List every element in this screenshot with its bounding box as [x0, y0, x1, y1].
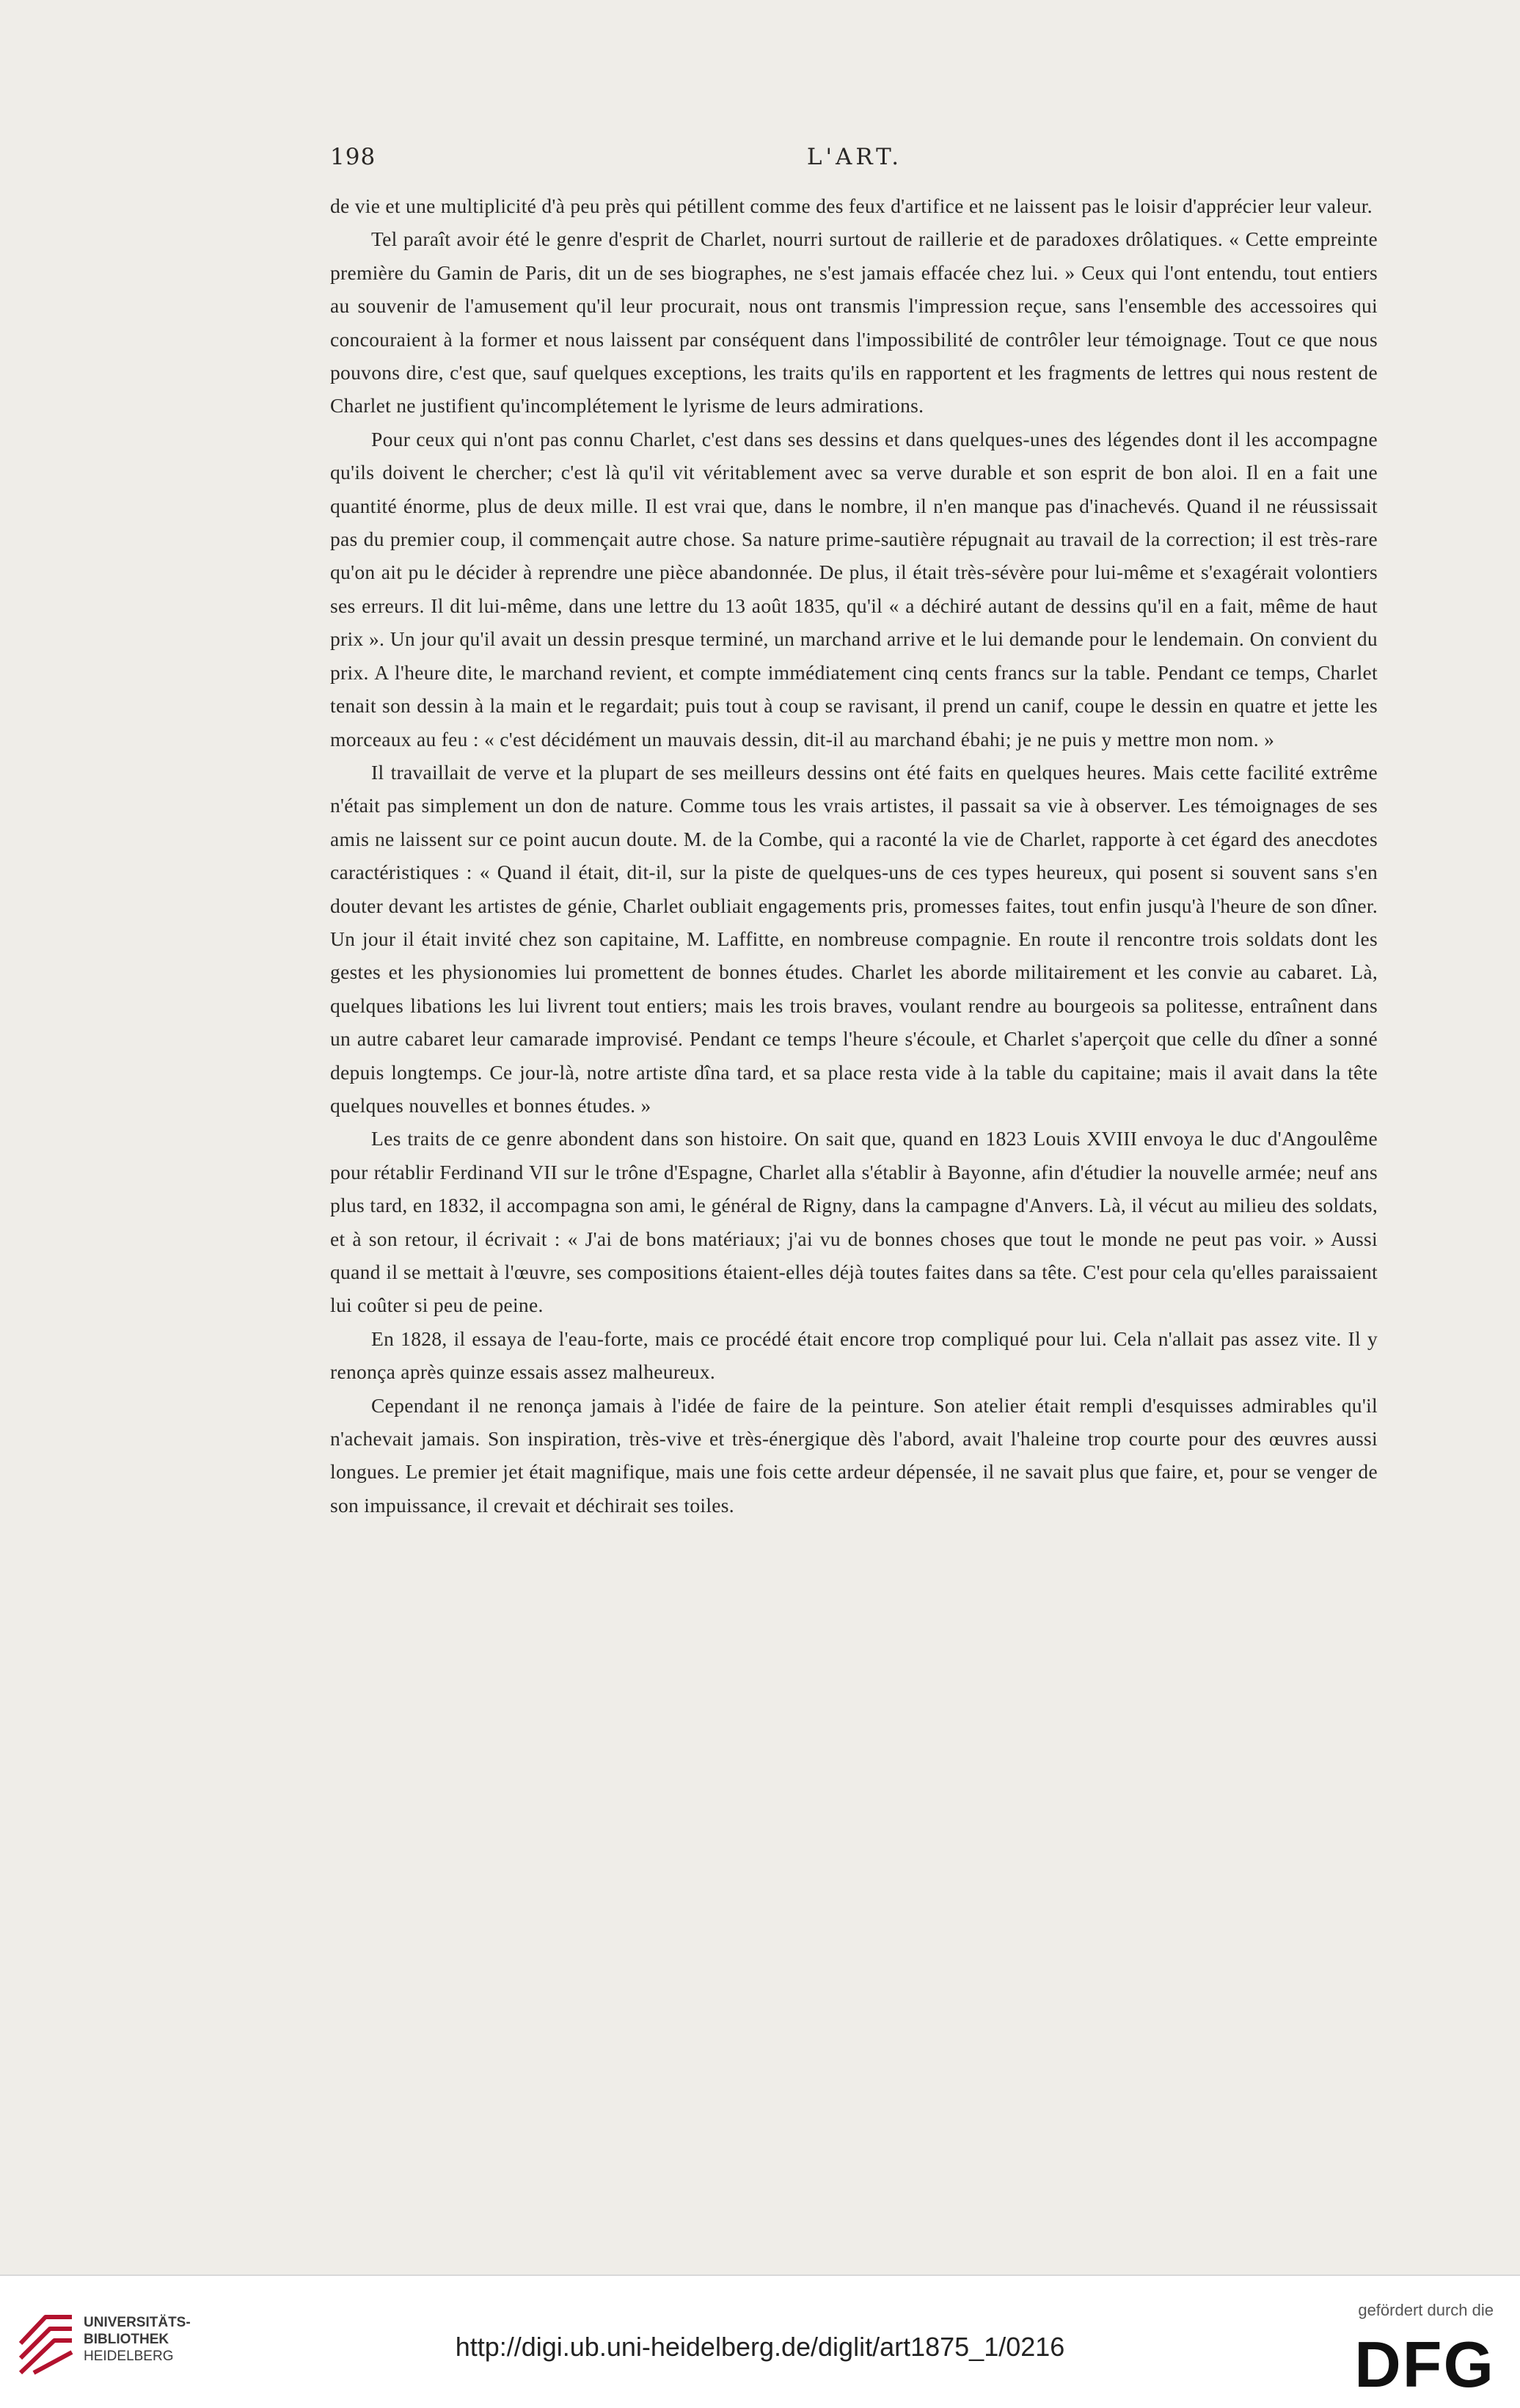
page-number: 198 — [330, 144, 376, 170]
dfg-logo: DFG — [1354, 2328, 1495, 2401]
paragraph: Les traits de ce genre abondent dans son histoire. On sait que, quand en 1823 Louis XVIII envoya le duc d'Angoulême pour rétablir Ferdinand VII sur le trône d'Espagne, Charlet alla s'établir à Bayonne, afin d'étudier la nouvelle armée; neuf ans plus tard, en 1832, il accompagna son ami, le général de Rigny, dans la campagne d'Anvers. Là, il vécut au milieu des soldats, et à son retour, il écrivait : « J'ai de bons matériaux; j'ai vu de bonnes choses que tout le monde ne peut pas voir. » Aussi quand il se mettait à l'œuvre, ses compositions étaient-elles déjà toutes faites dans sa tête. C'est pour cela qu'elles paraissaient lui coûter si peu de peine. — [330, 1127, 1378, 1317]
paragraph: En 1828, il essaya de l'eau-forte, mais ce procédé était encore trop compliqué pour lui. Cela n'allait pas assez vite. Il y renonça après quinze essais assez malheureux. — [330, 1327, 1378, 1384]
article-body — [330, 189, 1378, 1522]
running-head — [330, 144, 1379, 180]
paragraph: Cependant il ne renonça jamais à l'idée de faire de la peinture. Son atelier était rempli d'esquisses admirables qu'il n'achevait jamais. Son inspiration, très-vive et très-énergique dès l'abord, avait l'haleine trop courte pour des œuvres aussi longues. Le premier jet était magnifique, mais une fois cette ardeur dépensée, il ne savait plus que faire, et, pour se venger de son impuissance, il crevait et déchirait ses toiles. — [330, 1393, 1378, 1517]
funded-by-label: gefördert durch die — [1358, 2301, 1494, 2319]
library-name-line: BIBLIOTHEK — [84, 2332, 169, 2347]
paragraph: de vie et une multiplicité d'à peu près qui pétillent comme des feux d'artifice et ne laissent pas le loisir d'apprécier leur valeur. — [330, 194, 1373, 217]
permalink-url[interactable]: http://digi.ub.uni-heidelberg.de/diglit/art1875_1/0216 — [455, 2332, 1065, 2362]
library-name-line: HEIDELBERG — [84, 2349, 174, 2364]
digitization-footer — [0, 2274, 1520, 2408]
library-name-line: UNIVERSITÄTS- — [84, 2315, 191, 2330]
paragraph: Tel paraît avoir été le genre d'esprit de Charlet, nourri surtout de raillerie et de paradoxes drôlatiques. « Cette empreinte première du Gamin de Paris, dit un de ses biographes, ne s'est jamais effacée chez lui. » Ceux qui l'ont entendu, tout entiers au souvenir de l'amusement qu'il leur procurait, nous ont transmis l'impression reçue, sans l'ensemble des accessoires qui concouraient à la former et nous laissent par conséquent dans l'impossibilité de contrôler leur témoignage. Tout ce que nous pouvons dire, c'est que, sauf quelques exceptions, les traits qu'ils en rapportent et les fragments de lettres qui nous restent de Charlet ne justifient qu'incomplétement le lyrisme de leurs admirations. — [330, 227, 1378, 417]
journal-title: L'ART. — [806, 144, 903, 170]
paragraph: Il travaillait de verve et la plupart de ses meilleurs dessins ont été faits en quelques heures. Mais cette facilité extrême n'était pas simplement un don de nature. Comme tous les vrais artistes, il passait sa vie à observer. Les témoignages de ses amis ne laissent sur ce point aucun doute. M. de la Combe, qui a raconté la vie de Charlet, rapporte à cet égard des anecdotes caractéristiques : « Quand il était, dit-il, sur la piste de quelques-uns de ces types heureux, qui posent si souvent sans s'en douter devant les artistes de génie, Charlet oubliait engagements pris, promesses faites, tout enfin jusqu'à l'heure de son dîner. Un jour il était invité chez son capitaine, M. Laffitte, en nombreuse compagnie. En route il rencontre trois soldats dont les gestes et les physionomies lui promettent de bonnes études. Charlet les aborde militairement et les convie au cabaret. Là, quelques libations les lui livrent tout entiers; mais les trois braves, voulant rendre au bourgeois sa politesse, entraînent dans un autre cabaret leur camarade improvisé. Pendant ce temps l'heure s'écoule, et Charlet s'aperçoit que celle du dîner a sonné depuis longtemps. Ce jour-là, notre artiste dîna tard, et sa place resta vide à la table du capitaine; mais il avait dans la tête quelques nouvelles et bonnes études. » — [330, 760, 1378, 1117]
paragraph: Pour ceux qui n'ont pas connu Charlet, c'est dans ses dessins et dans quelques-unes des légendes dont il les accompagne qu'ils doivent le chercher; c'est là qu'il vit véritablement avec sa verve durable et son esprit de bon aloi. Il en a fait une quantité énorme, plus de deux mille. Il est vrai que, dans le nombre, il n'en manque pas d'inachevés. Quand il ne réussissait pas du premier coup, il commençait autre chose. Sa nature prime-sautière répugnait au travail de la correction; il est très-rare qu'on ait pu le décider à reprendre une pièce abandonnée. De plus, il était très-sévère pour lui-même et s'exagérait volontiers ses erreurs. Il dit lui-même, dans une lettre du 13 août 1835, qu'il « a déchiré autant de dessins qu'il en a fait, même de haut prix ». Un jour qu'il avait un dessin presque terminé, un marchand arrive et le lui demande pour le lendemain. On convient du prix. A l'heure dite, le marchand revient, et compte immédiatement cinq cents francs sur la table. Pendant ce temps, Charlet tenait son dessin à la main et le regardait; puis tout à coup se ravisant, il prend un canif, coupe le dessin en quatre et jette les morceaux au feu : « c'est décidément un mauvais dessin, dit-il au marchand ébahi; je ne puis y mettre mon nom. » — [330, 427, 1378, 751]
